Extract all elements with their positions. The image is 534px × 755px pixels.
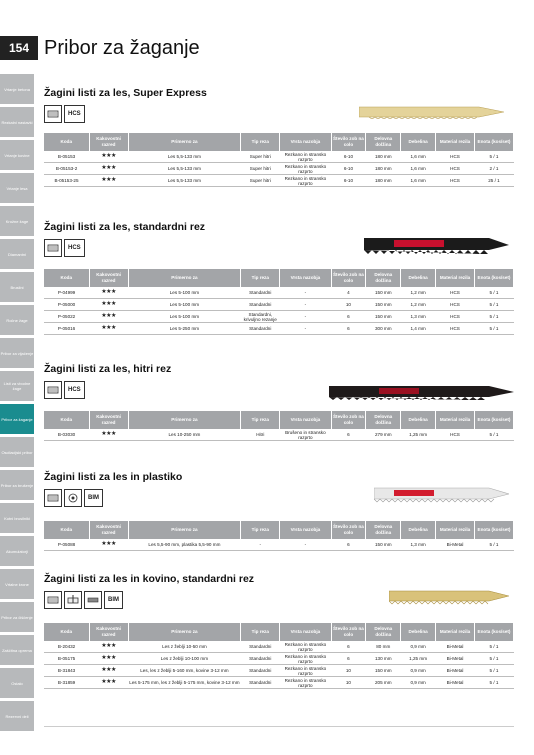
section-les-in-plastika <box>44 471 514 547</box>
page-title: Pribor za žaganje <box>44 37 200 59</box>
table-cell: P-04999 <box>44 287 89 299</box>
table-cell: B-03030 <box>44 429 89 441</box>
quality-stars: ★★★ <box>89 641 128 653</box>
product-table <box>44 411 514 441</box>
table-cell: B-20432 <box>44 641 89 653</box>
column-header: Debelina <box>401 269 436 287</box>
saw-blade-image <box>389 589 509 605</box>
product-table <box>44 623 514 689</box>
column-header: Koda <box>44 411 89 429</box>
material-badge: BIM <box>84 489 103 507</box>
sidebar-tab[interactable]: Akumulatorji <box>0 536 34 566</box>
quality-stars: ★★★ <box>89 311 128 323</box>
table-cell: 6-10 <box>331 151 366 163</box>
column-header: Kakovostni razred <box>89 521 128 539</box>
column-header: Tip reza <box>241 521 280 539</box>
table-row <box>44 163 514 175</box>
table-cell: 5 / 1 <box>474 323 513 335</box>
table-row <box>44 311 514 323</box>
column-header: Število zob na colo <box>331 411 366 429</box>
table-cell: Standardni <box>241 287 280 299</box>
sidebar-tab[interactable]: Ročne žage <box>0 305 34 335</box>
column-header: Kakovostni razred <box>89 623 128 641</box>
table-cell: 5 / 1 <box>474 311 513 323</box>
table-cell: Standardni <box>241 299 280 311</box>
quality-stars: ★★★ <box>89 539 128 551</box>
column-header: Enota (kos/set) <box>474 133 513 151</box>
column-header: Koda <box>44 521 89 539</box>
table-cell: Rezkano in stransko razprto <box>280 665 331 677</box>
section-super-express <box>44 87 514 186</box>
section-les-in-kovino <box>44 573 514 688</box>
sidebar-tab[interactable]: Pribor za vijačenje <box>0 338 34 368</box>
table-cell: Les 5,5-90 mm, plastika 5,5-90 mm <box>128 539 241 551</box>
column-header: Vrsta nazobja <box>280 133 331 151</box>
material-badge: HCS <box>64 381 85 399</box>
sidebar-tab[interactable]: Pribor za čiščenje <box>0 602 34 632</box>
column-header: Debelina <box>401 521 436 539</box>
table-cell: Les 5-100 mm <box>128 299 241 311</box>
metal-icon <box>84 591 102 609</box>
table-cell: 6 <box>331 653 366 665</box>
table-cell: 5 / 1 <box>474 539 513 551</box>
page-number: 154 <box>0 36 38 60</box>
table-cell: P-05000 <box>44 299 89 311</box>
column-header: Tip reza <box>241 411 280 429</box>
wood-icon <box>44 105 62 123</box>
table-cell: Standardni, krivuljno rezanje <box>241 311 280 323</box>
table-cell: 1,3 mm <box>401 311 436 323</box>
table-cell: 0,9 mm <box>401 665 436 677</box>
table-cell: HCS <box>436 151 475 163</box>
section-title: Žagini listi za les in plastiko <box>44 471 183 483</box>
sidebar-tab[interactable]: Vrtalne krone <box>0 569 34 599</box>
table-row <box>44 665 514 677</box>
sidebar-tab[interactable]: Vrtanje lesa <box>0 173 34 203</box>
table-cell: Les 5-100 mm <box>128 311 241 323</box>
table-cell: 180 mm <box>366 175 401 187</box>
table-cell: 2 / 1 <box>474 163 513 175</box>
column-header: Delovna dolžina <box>366 269 401 287</box>
table-row <box>44 653 514 665</box>
table-cell: P-05022 <box>44 311 89 323</box>
table-cell: HCS <box>436 299 475 311</box>
table-row <box>44 299 514 311</box>
table-cell: 1,6 mm <box>401 151 436 163</box>
table-cell: 80 mm <box>366 641 401 653</box>
product-table <box>44 521 514 551</box>
column-header: Vrsta nazobja <box>280 411 331 429</box>
quality-stars: ★★★ <box>89 151 128 163</box>
column-header: Debelina <box>401 133 436 151</box>
section-title: Žagini listi za les, hitri rez <box>44 363 172 375</box>
column-header: Delovna dolžina <box>366 521 401 539</box>
table-cell: Standardni <box>241 653 280 665</box>
table-cell: - <box>280 299 331 311</box>
sidebar-tab[interactable]: Vrtanje kovine <box>0 140 34 170</box>
table-cell: 1,4 mm <box>401 323 436 335</box>
table-row <box>44 539 514 551</box>
column-header: Tip reza <box>241 133 280 151</box>
column-header: Število zob na colo <box>331 133 366 151</box>
quality-stars: ★★★ <box>89 429 128 441</box>
sidebar-tab[interactable]: Brusilni <box>0 272 34 302</box>
sidebar-tab[interactable]: Krožne žage <box>0 206 34 236</box>
table-cell: 5 / 1 <box>474 151 513 163</box>
table-cell: Les, les z žeblji 5-160 mm, kovine 3-12 mm <box>128 665 241 677</box>
table-cell: Standardni <box>241 641 280 653</box>
table-cell: Les z žeblji 10-50 mm <box>128 641 241 653</box>
column-header: Vrsta nazobja <box>280 623 331 641</box>
table-row <box>44 323 514 335</box>
table-cell: Super hitri <box>241 151 280 163</box>
table-cell: 1,25 mm <box>401 653 436 665</box>
table-cell: 5 / 1 <box>474 429 513 441</box>
column-header: Delovna dolžina <box>366 133 401 151</box>
sidebar-tab[interactable]: Rezkalni nastavki <box>0 107 34 137</box>
table-cell: 5 / 1 <box>474 641 513 653</box>
table-cell: P-05016 <box>44 323 89 335</box>
table-cell: - <box>280 323 331 335</box>
table-row <box>44 429 514 441</box>
table-cell: 150 mm <box>366 311 401 323</box>
table-cell: 10 <box>331 299 366 311</box>
table-cell: Rezkano in stransko razprto <box>280 653 331 665</box>
table-cell: 1,25 mm <box>401 429 436 441</box>
nail-wood-icon <box>64 591 82 609</box>
table-cell: 279 mm <box>366 429 401 441</box>
table-cell: 1,6 mm <box>401 175 436 187</box>
table-cell: 5 / 1 <box>474 287 513 299</box>
section-title: Žagini listi za les in kovino, standardni rez <box>44 573 255 585</box>
page-header <box>0 0 534 60</box>
table-cell: B-31843 <box>44 665 89 677</box>
column-header: Primerno za <box>128 623 241 641</box>
column-header: Enota (kos/set) <box>474 269 513 287</box>
column-header: Enota (kos/set) <box>474 623 513 641</box>
table-cell: 6-10 <box>331 163 366 175</box>
column-header: Enota (kos/set) <box>474 411 513 429</box>
saw-blade-image <box>364 235 509 255</box>
wood-icon <box>44 591 62 609</box>
table-cell: 10 <box>331 677 366 689</box>
table-cell: 180 mm <box>366 163 401 175</box>
quality-stars: ★★★ <box>89 175 128 187</box>
table-cell: HCS <box>436 287 475 299</box>
table-row <box>44 641 514 653</box>
table-cell: 1,6 mm <box>401 163 436 175</box>
table-cell: 180 mm <box>366 151 401 163</box>
table-cell: Super hitri <box>241 163 280 175</box>
table-cell: 5 / 1 <box>474 653 513 665</box>
quality-stars: ★★★ <box>89 299 128 311</box>
saw-blade-image <box>359 105 504 119</box>
table-row <box>44 677 514 689</box>
table-cell: Les 5-175 mm, les z žeblji 5-175 mm, kovine 3-12 mm <box>128 677 241 689</box>
table-cell: B-31859 <box>44 677 89 689</box>
material-badge: HCS <box>64 105 85 123</box>
column-header: Tip reza <box>241 269 280 287</box>
table-cell: 6 <box>331 311 366 323</box>
sidebar-tab[interactable]: Pribor za brušenje <box>0 470 34 500</box>
table-cell: Les 5-100 mm <box>128 287 241 299</box>
table-cell: HCS <box>436 323 475 335</box>
table-cell: 1,2 mm <box>401 287 436 299</box>
table-row <box>44 287 514 299</box>
quality-stars: ★★★ <box>89 287 128 299</box>
column-header: Število zob na colo <box>331 269 366 287</box>
table-cell: 150 mm <box>366 665 401 677</box>
category-sidebar <box>0 74 36 734</box>
table-cell: Bi-Metal <box>436 677 475 689</box>
wood-icon <box>44 239 62 257</box>
table-cell: Les 10-250 mm <box>128 429 241 441</box>
sidebar-tab[interactable]: Oscilacijski pribor <box>0 437 34 467</box>
sidebar-tab[interactable]: Diamantni <box>0 239 34 269</box>
column-header: Debelina <box>401 623 436 641</box>
column-header: Tip reza <box>241 623 280 641</box>
table-row <box>44 175 514 187</box>
table-cell: 6 <box>331 429 366 441</box>
table-cell: Bi-Metal <box>436 641 475 653</box>
wood-icon <box>44 489 62 507</box>
table-cell: 150 mm <box>366 539 401 551</box>
table-row <box>44 151 514 163</box>
table-cell: - <box>241 539 280 551</box>
sidebar-tab[interactable]: Rezervni deli <box>0 701 34 731</box>
material-badge: HCS <box>64 239 85 257</box>
column-header: Primerno za <box>128 269 241 287</box>
table-cell: Rezkano in stransko razprto <box>280 677 331 689</box>
column-header: Vrsta nazobja <box>280 521 331 539</box>
column-header: Delovna dolžina <box>366 623 401 641</box>
table-cell: Rezkano in stransko razprto <box>280 151 331 163</box>
sidebar-tab[interactable]: Vrtanje betona <box>0 74 34 104</box>
table-cell: Standardni <box>241 677 280 689</box>
column-header: Vrsta nazobja <box>280 269 331 287</box>
table-cell: 300 mm <box>366 323 401 335</box>
table-cell: Rezkano in stransko razprto <box>280 163 331 175</box>
table-cell: Les 5-250 mm <box>128 323 241 335</box>
table-cell: 205 mm <box>366 677 401 689</box>
table-cell: Bi-Metal <box>436 653 475 665</box>
table-cell: B-05175 <box>44 653 89 665</box>
column-header: Število zob na colo <box>331 521 366 539</box>
column-header: Material rezila <box>436 623 475 641</box>
plastic-icon <box>64 489 82 507</box>
sidebar-tab[interactable]: Ostalo <box>0 668 34 698</box>
table-cell: - <box>280 287 331 299</box>
table-cell: 6-10 <box>331 175 366 187</box>
table-cell: 25 / 1 <box>474 175 513 187</box>
table-cell: 6 <box>331 641 366 653</box>
column-header: Enota (kos/set) <box>474 521 513 539</box>
table-cell: Standardni <box>241 323 280 335</box>
column-header: Primerno za <box>128 521 241 539</box>
column-header: Material rezila <box>436 411 475 429</box>
material-badge: BIM <box>104 591 123 609</box>
column-header: Kakovostni razred <box>89 133 128 151</box>
table-cell: HCS <box>436 163 475 175</box>
product-table <box>44 269 514 335</box>
table-cell: HCS <box>436 429 475 441</box>
wood-icon <box>44 381 62 399</box>
page-divider <box>44 726 514 727</box>
sidebar-tab[interactable]: Pribor za žaganje <box>0 404 34 434</box>
table-cell: P-05088 <box>44 539 89 551</box>
quality-stars: ★★★ <box>89 665 128 677</box>
quality-stars: ★★★ <box>89 163 128 175</box>
table-cell: 0,9 mm <box>401 641 436 653</box>
saw-blade-image <box>374 485 509 503</box>
table-cell: Rezkano in stransko razprto <box>280 175 331 187</box>
table-cell: HCS <box>436 311 475 323</box>
column-header: Material rezila <box>436 269 475 287</box>
table-cell: HCS <box>436 175 475 187</box>
table-cell: Hitri <box>241 429 280 441</box>
column-header: Kakovostni razred <box>89 269 128 287</box>
table-cell: Les 5,5-133 mm <box>128 163 241 175</box>
column-header: Kakovostni razred <box>89 411 128 429</box>
quality-stars: ★★★ <box>89 323 128 335</box>
table-cell: 1,2 mm <box>401 299 436 311</box>
sidebar-tab[interactable]: Kotni brusilniki <box>0 503 34 533</box>
column-header: Debelina <box>401 411 436 429</box>
column-header: Material rezila <box>436 521 475 539</box>
section-title: Žagini listi za les, Super Express <box>44 87 207 99</box>
column-header: Material rezila <box>436 133 475 151</box>
table-cell: Les 5,5-133 mm <box>128 151 241 163</box>
table-header-row <box>44 133 514 151</box>
table-cell: Rezkano in stransko razprto <box>280 641 331 653</box>
section-standardni-rez <box>44 221 514 331</box>
column-header: Delovna dolžina <box>366 411 401 429</box>
table-header-row <box>44 269 514 287</box>
table-cell: 10 <box>331 665 366 677</box>
table-cell: - <box>280 539 331 551</box>
table-cell: - <box>280 311 331 323</box>
table-cell: 6 <box>331 323 366 335</box>
table-cell: 1,3 mm <box>401 539 436 551</box>
column-header: Primerno za <box>128 133 241 151</box>
product-table <box>44 133 514 187</box>
column-header: Koda <box>44 623 89 641</box>
table-cell: B-05153-25 <box>44 175 89 187</box>
table-header-row <box>44 411 514 429</box>
table-header-row <box>44 623 514 641</box>
column-header: Število zob na colo <box>331 623 366 641</box>
table-cell: 5 / 1 <box>474 665 513 677</box>
sidebar-tab[interactable]: Listi za vbodne žage <box>0 371 34 401</box>
section-hitri-rez <box>44 363 514 440</box>
table-cell: 130 mm <box>366 653 401 665</box>
table-header-row <box>44 521 514 539</box>
table-cell: 5 / 1 <box>474 299 513 311</box>
quality-stars: ★★★ <box>89 653 128 665</box>
table-cell: 4 <box>331 287 366 299</box>
table-cell: Brušeno in stransko razprto <box>280 429 331 441</box>
column-header: Primerno za <box>128 411 241 429</box>
sidebar-tab[interactable]: Zaščitna oprema <box>0 635 34 665</box>
quality-stars: ★★★ <box>89 677 128 689</box>
table-cell: Les z žeblji 10-100 mm <box>128 653 241 665</box>
column-header: Koda <box>44 269 89 287</box>
column-header: Koda <box>44 133 89 151</box>
table-cell: B-05153-2 <box>44 163 89 175</box>
table-cell: 6 <box>331 539 366 551</box>
table-cell: 0,9 mm <box>401 677 436 689</box>
table-cell: Standardni <box>241 665 280 677</box>
section-title: Žagini listi za les, standardni rez <box>44 221 206 233</box>
table-cell: Super hitri <box>241 175 280 187</box>
saw-blade-image <box>329 383 514 401</box>
table-cell: Bi-Metal <box>436 665 475 677</box>
table-cell: 150 mm <box>366 287 401 299</box>
table-cell: 150 mm <box>366 299 401 311</box>
table-cell: B-05153 <box>44 151 89 163</box>
table-cell: 5 / 1 <box>474 677 513 689</box>
table-cell: Bi-Metal <box>436 539 475 551</box>
table-cell: Les 5,5-133 mm <box>128 175 241 187</box>
